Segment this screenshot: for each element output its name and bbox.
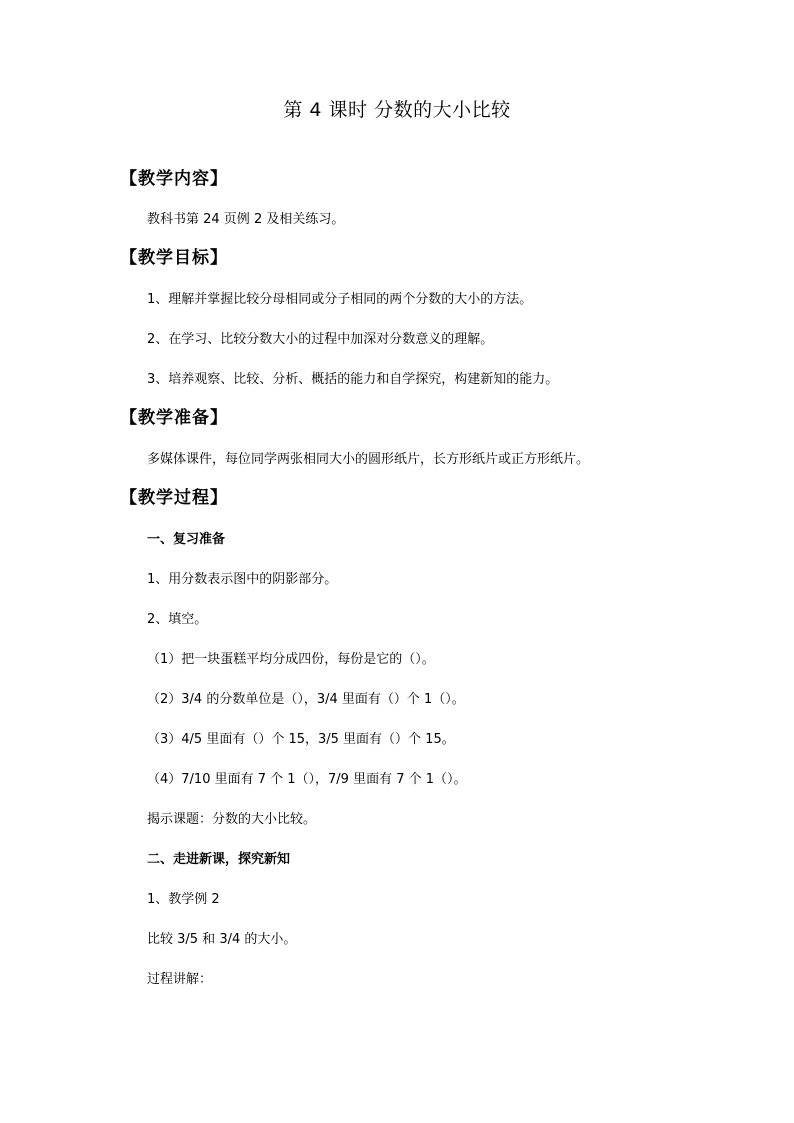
heading-teaching-prep: 【教学准备】 [120,408,228,428]
part2-item-1: 1、教学例 2 [147,892,220,907]
goal-item-3: 3、培养观察、比较、分析、概括的能力和自学探究，构建新知的能力。 [147,372,559,387]
goal-item-2: 2、在学习、比较分数大小的过程中加深对分数意义的理解。 [147,332,494,347]
goal-item-1: 1、理解并掌握比较分母相同或分子相同的两个分数的大小的方法。 [147,292,533,307]
part1-item-6: （4）7/10 里面有 7 个 1（），7/9 里面有 7 个 1（）。 [147,772,467,787]
heading-teaching-process: 【教学过程】 [120,488,228,508]
page-title: 第 4 课时 分数的大小比较 [283,99,511,121]
part1-item-2: 2、填空。 [147,612,208,627]
heading-teaching-goals: 【教学目标】 [120,248,228,268]
part2-item-2: 比较 3/5 和 3/4 的大小。 [147,932,297,947]
heading-teaching-content: 【教学内容】 [120,169,228,189]
part1-item-5: （3）4/5 里面有（）个 15，3/5 里面有（）个 15。 [147,732,455,747]
part1-item-1: 1、用分数表示图中的阴影部分。 [147,572,338,587]
part1-item-7: 揭示课题：分数的大小比较。 [147,812,317,827]
process-part1-title: 一、复习准备 [147,532,226,547]
teaching-prep-text: 多媒体课件，每位同学两张相同大小的圆形纸片，长方形纸片或正方形纸片。 [147,452,590,467]
part1-item-4: （2）3/4 的分数单位是（），3/4 里面有（）个 1（）。 [147,692,465,707]
process-part2-title: 二、走进新课，探究新知 [147,852,291,867]
teaching-content-text: 教科书第 24 页例 2 及相关练习。 [147,212,345,227]
part2-item-3: 过程讲解： [147,972,213,987]
part1-item-3: （1）把一块蛋糕平均分成四份，每份是它的（）。 [147,652,435,667]
